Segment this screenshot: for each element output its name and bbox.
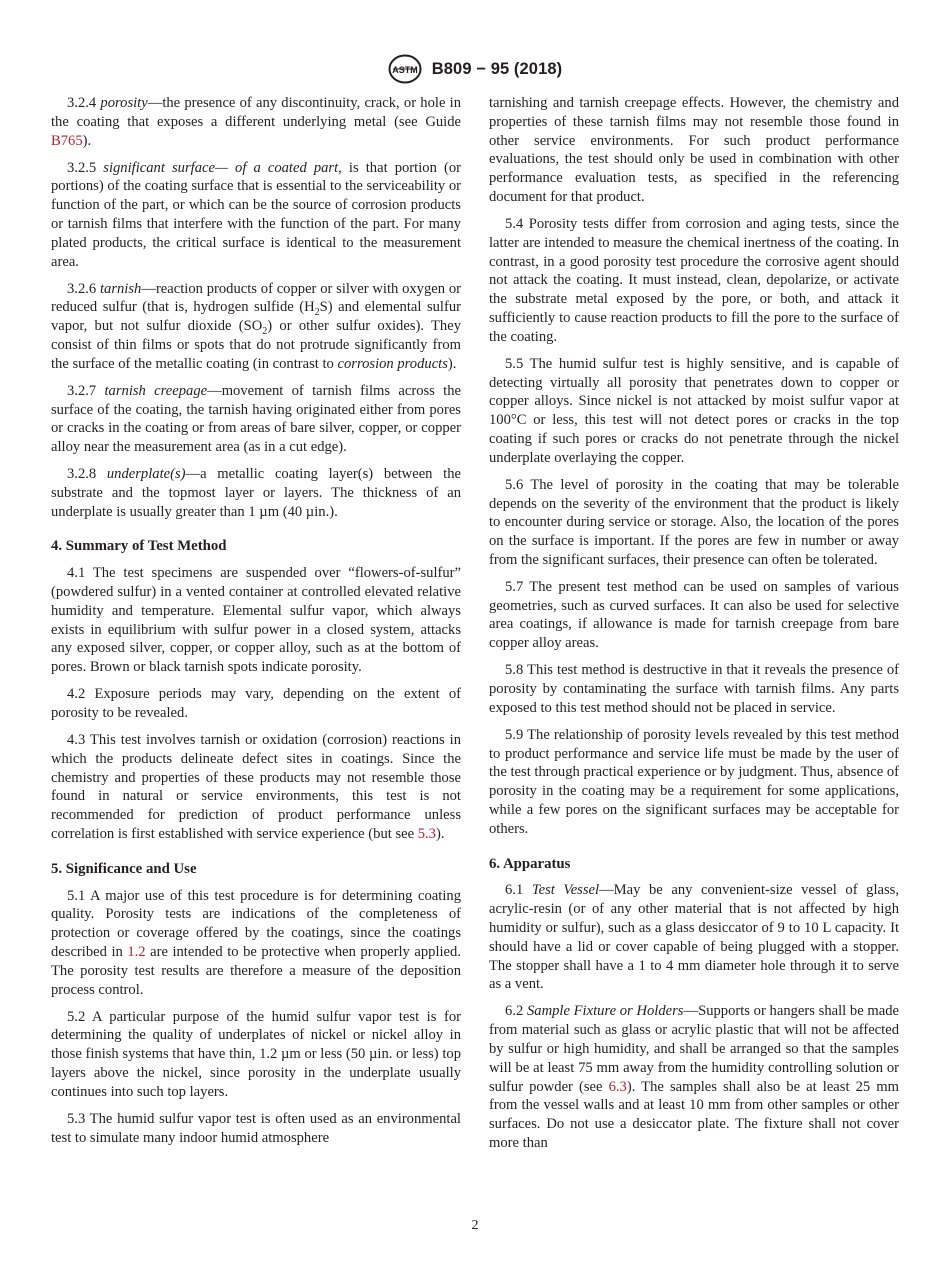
section-3-2-6: 3.2.6 tarnish—reaction products of copper or silver with oxygen or reduced sulfur (that is, hydrogen sulfide $(H_2S)$ and elemental sulfur vapor, but not sulfur dioxide $(SO_2)$ or other sulfur oxides). They consist of thin films or spots that do not protrude significantly from the surface of the metallic coating (in contrast to corrosion products). (51, 280, 462, 372)
heading-significance-and-use: 5. Significance and Use (51, 860, 197, 877)
section-5-9: 5.9 The relationship of porosity levels revealed by this test method to product performance and service life must be made by the user of the test through practical experience or by judgment. Thus, absence of porosity in the coating may be a requirement for some applications, while a few pores on the significant surfaces may be acceptable for others. (489, 726, 899, 837)
link-6-3[interactable]: 6.3 (608, 1078, 627, 1095)
section-6-2: 6.2 Sample Fixture or Holders—Supports or hangers shall be made from material such as glass or acrylic plastic that will not be affected by sulfur or high humidity, and shall be arranged so that the samples will be at least 75 mm away from the humidity controlling solution or sulfur powder (see 6.3). The samples shall also be at least 25 mm from the vessel walls and at least 10 mm from other samples or other surfaces. Do not use a desiccator plate. The fixture shall not cover more than (489, 1003, 900, 1151)
section-3-2-5: 3.2.5 significant surface— of a coated part, is that portion (or portions) of the coating surface that is essential to the serviceability or function of the part, or which can be the source of corrosion products or tarnish films that interfere with the function of the part. For many plated products, the critical surface is identical to the measurement area. (51, 159, 461, 270)
section-5-3: 5.3 The humid sulfur vapor test is often used as an environmental test to simulate many indoor humid atmosphere (51, 1110, 461, 1146)
section-5-1: 5.1 A major use of this test procedure is for determining coating quality. Porosity tests are indications of the completeness of protection or coverage offered by the coatings, since the coatings described in 1.2 are intended to be protective when properly applied. The porosity test results are therefore a measure of the deposition process control. (51, 887, 461, 998)
heading-apparatus: 6. Apparatus (489, 855, 571, 872)
page-number: 2 (471, 1218, 479, 1233)
link-5-3[interactable]: 5.3 (417, 826, 436, 843)
section-5-6: 5.6 The level of porosity in the coating that may be tolerable depends on the severity of the environment that the product is likely to encounter during service or storage. Also, the location of the pores on the surface is important. If the pores are few in number or away from the significant surfaces, their presence can often be tolerated. (489, 476, 899, 568)
section-4-3: 4.3 This test involves tarnish or oxidation (corrosion) reactions in which the products delineate defect sites in coatings. Since the chemistry and properties of these products may not resemble those found in natural or service environments, this test is not recommended for prediction of product performance unless correlation is first established with service experience (but see 5.3). (51, 732, 461, 843)
heading-summary-of-test-method: 4. Summary of Test Method (51, 538, 227, 555)
section-5-3-continued: tarnishing and tarnish creepage effects. However, the chemistry and properties of these tarnish films may not resemble those found in other service environments. For such product performance evaluations, the test should only be used in combination with other performance evaluation tests, as specified in the referencing document for that product. (489, 95, 899, 205)
section-4-2: 4.2 Exposure periods may vary, depending on the extent of porosity to be revealed. (51, 686, 461, 722)
section-3-2-4: 3.2.4 porosity—the presence of any discontinuity, crack, or hole in the coating that exposes a different underlying metal (see Guide B765). (51, 95, 461, 149)
section-5-7: 5.7 The present test method can be used on samples of various geometries, such as curved surfaces. It can also be used for selective area coatings, if allowance is made for tarnish creepage from bare copper alloy areas. (489, 578, 899, 652)
document-designation: B809 − 95 (2018) (431, 59, 563, 78)
logo-text: ASTM (392, 65, 418, 75)
link-b765[interactable]: B765 (51, 132, 83, 149)
left-column (51, 94, 461, 1156)
section-5-2: 5.2 A particular purpose of the humid sulfur vapor test is for determining the quality of underplates of nickel or nickel alloy in those finish systems that have thin, 1.2 µm or less (50 µin. or less) top layers above the nickel, since porosity in the underplate usually continues into such top layers. (51, 1008, 461, 1100)
section-3-2-7: 3.2.7 tarnish creepage—movement of tarnish films across the surface of the coating, the tarnish having originated either from pores or cracks in the coating or from areas of bare silver, copper, or copper alloy near the measurement area (as in a cut edge). (51, 382, 461, 456)
section-3-2-8: 3.2.8 underplate(s)—a metallic coating layer(s) between the substrate and the topmost layer or layers. The thickness of an underplate is usually greater than 1 µm (40 µin.). (51, 466, 461, 520)
section-5-5: 5.5 The humid sulfur test is highly sensitive, and is capable of detecting virtually all porosity that penetrates down to copper or copper alloys. Since nickel is not attacked by moist sulfur vapor at 100°C or less, this test will not detect pores or cracks in the top coating if such pores or cracks do not penetrate through the nickel underplate overlaying the copper. (489, 355, 899, 466)
astm-logo-icon (388, 54, 422, 84)
right-column (489, 94, 899, 1161)
section-4-1: 4.1 The test specimens are suspended over “flowers-of-sulfur” (powdered sulfur) in a vented container at controlled elevated relative humidity and temperature. Elemental sulfur vapor, which always exists in equilibrium with sulfur power in a closed system, attacks any exposed silver, copper, or copper alloy, such as at the bottom of pores. Brown or black tarnish spots indicate porosity. (51, 565, 461, 676)
link-1-2[interactable]: 1.2 (127, 944, 146, 960)
section-5-4: 5.4 Porosity tests differ from corrosion and aging tests, since the latter are intended to measure the chemical inertness of the coating. In contrast, in a good porosity test procedure the corrosive agent should not attack the coating. It must instead, clean, depolarize, or activate the substrate metal exposed by the pore, or both, and attack it sufficiently to cause reaction products to fill the pore to the surface of the coating. (489, 215, 899, 345)
section-6-1: 6.1 Test Vessel—May be any convenient-size vessel of glass, acrylic-resin (or of any other material that is not affected by high humidity or sulfur), such as a glass desiccator of 9 to 10 L capacity. It should have a lid or cover capable of being plugged with a stopper. The stopper shall have a 1 to 4 mm diameter hole through it to serve as a vent. (489, 882, 899, 993)
section-5-8: 5.8 This test method is destructive in that it reveals the presence of porosity by contaminating the surface with tarnish films. Any parts exposed to this test method should not be placed in service. (489, 662, 899, 716)
page-header (0, 54, 950, 84)
